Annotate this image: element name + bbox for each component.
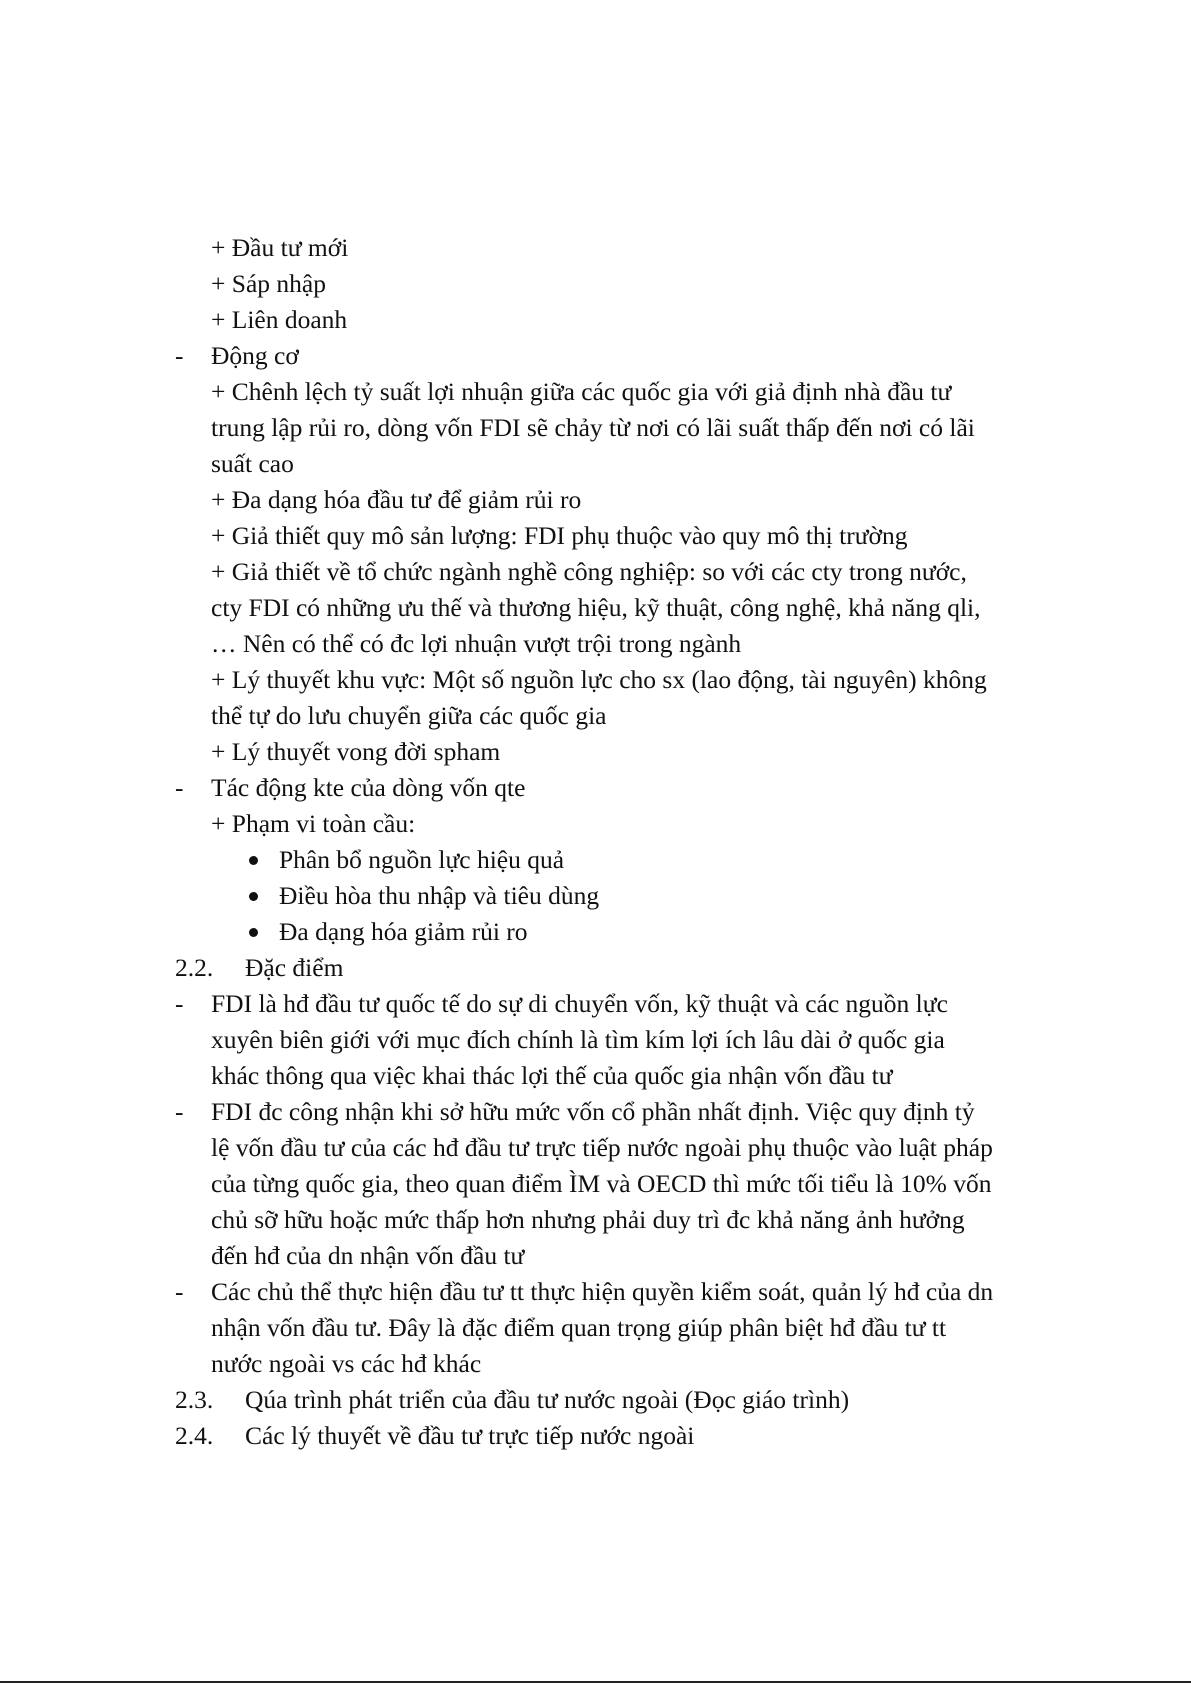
dong-co-line: + Lý thuyết vong đời spham: [211, 737, 501, 766]
section-title: Qúa trình phát triển của đầu tư nước ngoài (Đọc giáo trình): [245, 1385, 850, 1414]
tac-dong-sub: + Phạm vi toàn cầu:: [211, 809, 416, 838]
section-number: 2.3.: [175, 1385, 214, 1414]
section-number: 2.2.: [175, 953, 214, 982]
bullet-dot-icon: [249, 892, 258, 901]
bullet-item: [175, 878, 1065, 914]
section-number: 2.4.: [175, 1421, 214, 1450]
dac-diem-line: đến hđ của dn nhận vốn đầu tư: [211, 1241, 525, 1270]
bullet-text: Đa dạng hóa giảm rủi ro: [279, 917, 528, 946]
dac-diem-line: khác thông qua việc khai thác lợi thế của quốc gia nhận vốn đầu tư: [211, 1061, 893, 1090]
dash-marker: -: [175, 773, 184, 802]
dong-co-line: + Đa dạng hóa đầu tư để giảm rủi ro: [211, 485, 582, 514]
dong-co-line: thể tự do lưu chuyển giữa các quốc gia: [211, 701, 607, 730]
bullet-dot-icon: [249, 856, 258, 865]
dac-diem-item: [175, 986, 1065, 1094]
dong-co-line: + Giả thiết về tổ chức ngành nghề công nghiệp: so với các cty trong nước,: [211, 557, 967, 586]
dong-co-line: + Lý thuyết khu vực: Một số nguồn lực cho sx (lao động, tài nguyên) không: [211, 665, 987, 694]
dac-diem-line: FDI là hđ đầu tư quốc tế do sự di chuyển vốn, kỹ thuật và các nguồn lực: [211, 989, 948, 1018]
dash-marker: -: [175, 341, 184, 370]
dac-diem-line: chủ sỡ hữu hoặc mức thấp hơn nhưng phải duy trì đc khả năng ảnh hưởng: [211, 1205, 965, 1234]
dash-marker: -: [175, 1097, 184, 1126]
dac-diem-line: FDI đc công nhận khi sở hữu mức vốn cổ phần nhất định. Việc quy định tỷ: [211, 1097, 975, 1126]
intro-item-lien-doanh: + Liên doanh: [211, 305, 348, 334]
tac-dong-section: [175, 770, 1065, 842]
dong-co-line: suất cao: [211, 449, 294, 478]
dac-diem-item: [175, 1274, 1065, 1382]
bullet-text: Phân bổ nguồn lực hiệu quả: [279, 845, 565, 874]
dac-diem-line: của từng quốc gia, theo quan điểm ÌM và OECD thì mức tối tiểu là 10% vốn: [211, 1169, 992, 1198]
intro-item-sap-nhap: + Sáp nhập: [211, 269, 326, 298]
intro-item-dau-tu-moi: + Đầu tư mới: [211, 233, 349, 262]
section-title: Đặc điểm: [245, 953, 344, 982]
dong-co-line: + Chênh lệch tỷ suất lợi nhuận giữa các quốc gia với giả định nhà đầu tư: [211, 377, 952, 406]
section-heading-2-3: [175, 1382, 1065, 1418]
dash-marker: -: [175, 989, 184, 1018]
dac-diem-line: Các chủ thể thực hiện đầu tư tt thực hiện quyền kiểm soát, quản lý hđ của dn: [211, 1277, 994, 1306]
dong-co-line: trung lập rủi ro, dòng vốn FDI sẽ chảy từ nơi có lãi suất thấp đến nơi có lãi: [211, 413, 975, 442]
dac-diem-line: xuyên biên giới với mục đích chính là tìm kím lợi ích lâu dài ở quốc gia: [211, 1025, 945, 1054]
dong-co-line: cty FDI có những ưu thế và thương hiệu, kỹ thuật, công nghệ, khả năng qli,: [211, 593, 981, 622]
dash-marker: -: [175, 1277, 184, 1306]
document-body: [175, 230, 1065, 1454]
section-heading-2-2: [175, 950, 1065, 986]
dong-co-section: [175, 338, 1065, 770]
dac-diem-line: nước ngoài vs các hđ khác: [211, 1349, 482, 1378]
bullet-item: [175, 842, 1065, 878]
dong-co-title: Động cơ: [211, 341, 299, 370]
section-title: Các lý thuyết về đầu tư trực tiếp nước ngoài: [245, 1421, 695, 1450]
section-heading-2-4: [175, 1418, 1065, 1454]
dac-diem-line: nhận vốn đầu tư. Đây là đặc điểm quan trọng giúp phân biệt hđ đầu tư tt: [211, 1313, 947, 1342]
dong-co-line: + Giả thiết quy mô sản lượng: FDI phụ thuộc vào quy mô thị trường: [211, 521, 908, 550]
bullet-item: [175, 914, 1065, 950]
page-bottom-divider: [0, 1681, 1191, 1683]
dong-co-line: … Nên có thể có đc lợi nhuận vượt trội trong ngành: [211, 629, 742, 658]
bullet-dot-icon: [249, 928, 258, 937]
dac-diem-line: lệ vốn đầu tư của các hđ đầu tư trực tiếp nước ngoài phụ thuộc vào luật pháp: [211, 1133, 993, 1162]
dac-diem-item: [175, 1094, 1065, 1274]
bullet-text: Điều hòa thu nhập và tiêu dùng: [279, 881, 600, 910]
tac-dong-title: Tác động kte của dòng vốn qte: [211, 773, 526, 802]
